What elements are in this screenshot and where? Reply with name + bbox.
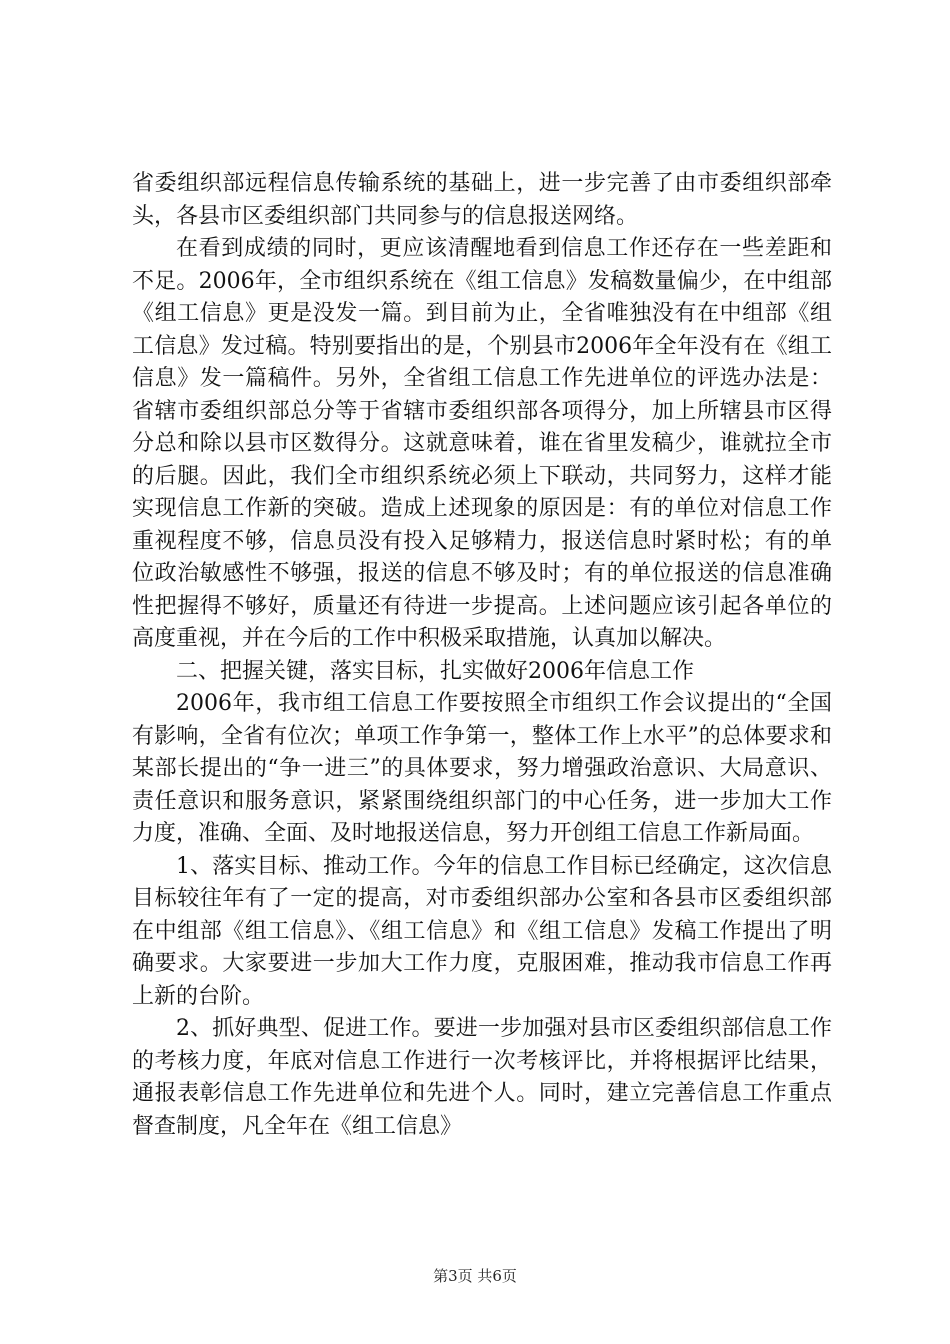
paragraph-2006-goals: 2006年，我市组工信息工作要按照全市组织工作会议提出的“全国有影响，全省有位次；单项工作争第一，整体工作上水平”的总体要求和某部长提出的“争一进三”的具体要求，努力增强政治意识、大局意识、责任意识和服务意识，紧紧围绕组织部门的中心任务，进一步加大工作力度，准确、全面、及时地报送信息，努力开创组工信息工作新局面。 — [132, 691, 832, 846]
page-number-footer: 第3页 共6页 — [433, 1267, 517, 1285]
paragraph-item-2: 2、抓好典型、促进工作。要进一步加强对县市区委组织部信息工作的考核力度，年底对信息工作进行一次考核评比，并将根据评比结果，通报表彰信息工作先进单位和先进个人。同时，建立完善信息工作重点督查制度，凡全年在《组工信息》 — [132, 1016, 832, 1139]
paragraph-continued: 省委组织部远程信息传输系统的基础上，进一步完善了由市委组织部牵头，各县市区委组织部门共同参与的信息报送网络。 — [132, 171, 832, 229]
paragraph-item-1: 1、落实目标、推动工作。今年的信息工作目标已经确定，这次信息目标较往年有了一定的提高，对市委组织部办公室和各县市区委组织部在中组部《组工信息》、《组工信息》和《组工信息》发稿工作提出了明确要求。大家要进一步加大工作力度，克服困难，推动我市信息工作再上新的台阶。 — [132, 853, 832, 1009]
paragraph-shortcomings: 在看到成绩的同时，更应该清醒地看到信息工作还存在一些差距和不足。2006年，全市组织系统在《组工信息》发稿数量偏少，在中组部《组工信息》更是没发一篇。到目前为止，全省唯独没有在中组部《组工信息》发过稿。特别要指出的是，个别县市2006年全年没有在《组工信息》发一篇稿件。另外，全省组工信息工作先进单位的评选办法是：省辖市委组织部总分等于省辖市委组织部各项得分，加上所辖县市区得分总和除以县市区数得分。这就意味着，谁在省里发稿少，谁就拉全市的后腿。因此，我们全市组织系统必须上下联动，共同努力，这样才能实现信息工作新的突破。造成上述现象的原因是：有的单位对信息工作重视程度不够，信息员没有投入足够精力，报送信息时紧时松；有的单位政治敏感性不够强，报送的信息不够及时；有的单位报送的信息准确性把握得不够好，质量还有待进一步提高。上述问题应该引起各单位的高度重视，并在今后的工作中积极采取措施，认真加以解决。 — [132, 236, 832, 651]
section-heading-2: 二、把握关键，落实目标，扎实做好2006年信息工作 — [176, 658, 694, 684]
document-body — [132, 168, 832, 1143]
